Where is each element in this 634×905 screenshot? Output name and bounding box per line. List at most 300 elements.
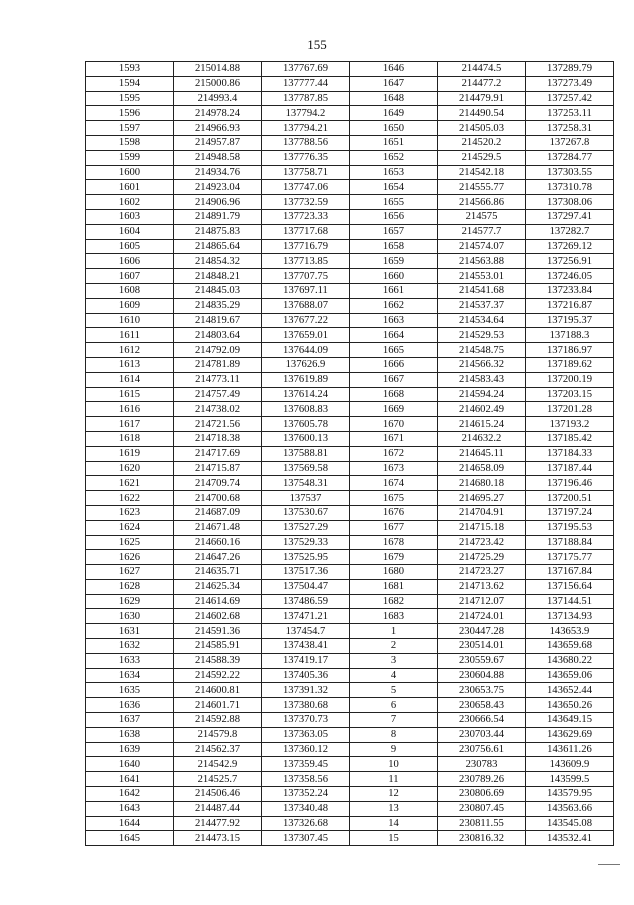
point-number-right: 12	[350, 787, 438, 802]
y-coordinate-left: 137530.67	[262, 505, 350, 520]
table-row	[86, 831, 614, 846]
y-coordinate-left: 137608.83	[262, 402, 350, 417]
point-number-right: 1677	[350, 520, 438, 535]
x-coordinate-right: 214715.18	[438, 520, 526, 535]
table-row	[86, 150, 614, 165]
y-coordinate-left: 137504.47	[262, 579, 350, 594]
x-coordinate-right: 230666.54	[438, 713, 526, 728]
y-coordinate-left: 137438.41	[262, 639, 350, 654]
y-coordinate-right: 137297.41	[526, 209, 614, 224]
y-coordinate-right: 143563.66	[526, 801, 614, 816]
point-number-right: 1675	[350, 491, 438, 506]
point-number-right: 1655	[350, 195, 438, 210]
y-coordinate-right: 137167.84	[526, 565, 614, 580]
table-row	[86, 565, 614, 580]
table-row	[86, 121, 614, 136]
x-coordinate-left: 214718.38	[174, 431, 262, 446]
point-number-left: 1632	[86, 639, 174, 654]
x-coordinate-right: 214577.7	[438, 224, 526, 239]
table-row	[86, 535, 614, 550]
table-row	[86, 594, 614, 609]
y-coordinate-right: 137308.06	[526, 195, 614, 210]
point-number-right: 1666	[350, 357, 438, 372]
x-coordinate-right: 214712.07	[438, 594, 526, 609]
table-row	[86, 91, 614, 106]
y-coordinate-left: 137517.36	[262, 565, 350, 580]
y-coordinate-right: 143650.26	[526, 698, 614, 713]
x-coordinate-left: 214721.56	[174, 417, 262, 432]
y-coordinate-left: 137527.29	[262, 520, 350, 535]
point-number-right: 1661	[350, 283, 438, 298]
x-coordinate-right: 214594.24	[438, 387, 526, 402]
y-coordinate-left: 137537	[262, 491, 350, 506]
point-number-left: 1621	[86, 476, 174, 491]
point-number-left: 1612	[86, 343, 174, 358]
point-number-right: 14	[350, 816, 438, 831]
y-coordinate-left: 137405.36	[262, 668, 350, 683]
point-number-right: 15	[350, 831, 438, 846]
table-row	[86, 402, 614, 417]
x-coordinate-left: 214525.7	[174, 772, 262, 787]
point-number-left: 1619	[86, 446, 174, 461]
point-number-left: 1613	[86, 357, 174, 372]
point-number-left: 1634	[86, 668, 174, 683]
table-row	[86, 461, 614, 476]
coordinates-table-body	[86, 62, 614, 846]
y-coordinate-right: 137203.15	[526, 387, 614, 402]
table-row	[86, 772, 614, 787]
point-number-left: 1593	[86, 62, 174, 77]
y-coordinate-right: 137303.55	[526, 165, 614, 180]
x-coordinate-right: 214542.18	[438, 165, 526, 180]
point-number-right: 1651	[350, 135, 438, 150]
table-row	[86, 446, 614, 461]
point-number-right: 1669	[350, 402, 438, 417]
coordinates-table	[85, 61, 614, 846]
table-row	[86, 76, 614, 91]
point-number-left: 1609	[86, 298, 174, 313]
x-coordinate-left: 214687.09	[174, 505, 262, 520]
x-coordinate-left: 214757.49	[174, 387, 262, 402]
x-coordinate-right: 214477.2	[438, 76, 526, 91]
x-coordinate-right: 214555.77	[438, 180, 526, 195]
point-number-left: 1614	[86, 372, 174, 387]
y-coordinate-right: 143579.95	[526, 787, 614, 802]
point-number-right: 1	[350, 624, 438, 639]
table-row	[86, 209, 614, 224]
x-coordinate-right: 214548.75	[438, 343, 526, 358]
point-number-left: 1617	[86, 417, 174, 432]
y-coordinate-right: 143659.06	[526, 668, 614, 683]
table-row	[86, 372, 614, 387]
point-number-left: 1596	[86, 106, 174, 121]
x-coordinate-right: 230789.26	[438, 772, 526, 787]
point-number-left: 1594	[86, 76, 174, 91]
point-number-right: 6	[350, 698, 438, 713]
point-number-left: 1607	[86, 269, 174, 284]
x-coordinate-right: 214723.27	[438, 565, 526, 580]
point-number-right: 1683	[350, 609, 438, 624]
x-coordinate-left: 214966.93	[174, 121, 262, 136]
x-coordinate-right: 214566.86	[438, 195, 526, 210]
point-number-right: 11	[350, 772, 438, 787]
x-coordinate-right: 230806.69	[438, 787, 526, 802]
table-row	[86, 62, 614, 77]
table-row	[86, 106, 614, 121]
point-number-right: 1654	[350, 180, 438, 195]
y-coordinate-right: 143653.9	[526, 624, 614, 639]
y-coordinate-right: 143629.69	[526, 727, 614, 742]
point-number-left: 1637	[86, 713, 174, 728]
y-coordinate-left: 137358.56	[262, 772, 350, 787]
point-number-right: 10	[350, 757, 438, 772]
point-number-right: 5	[350, 683, 438, 698]
point-number-left: 1640	[86, 757, 174, 772]
x-coordinate-right: 214563.88	[438, 254, 526, 269]
y-coordinate-right: 137186.97	[526, 343, 614, 358]
x-coordinate-left: 214477.92	[174, 816, 262, 831]
y-coordinate-right: 143532.41	[526, 831, 614, 846]
table-row	[86, 195, 614, 210]
x-coordinate-left: 214660.16	[174, 535, 262, 550]
y-coordinate-right: 143649.15	[526, 713, 614, 728]
x-coordinate-left: 214803.64	[174, 328, 262, 343]
point-number-right: 1650	[350, 121, 438, 136]
y-coordinate-left: 137352.24	[262, 787, 350, 802]
point-number-right: 1680	[350, 565, 438, 580]
x-coordinate-left: 214601.71	[174, 698, 262, 713]
table-row	[86, 431, 614, 446]
point-number-right: 1681	[350, 579, 438, 594]
table-row	[86, 727, 614, 742]
y-coordinate-right: 137282.7	[526, 224, 614, 239]
y-coordinate-right: 137256.91	[526, 254, 614, 269]
x-coordinate-left: 214588.39	[174, 653, 262, 668]
y-coordinate-left: 137307.45	[262, 831, 350, 846]
table-row	[86, 180, 614, 195]
point-number-right: 1672	[350, 446, 438, 461]
x-coordinate-right: 230756.61	[438, 742, 526, 757]
point-number-right: 1668	[350, 387, 438, 402]
point-number-right: 9	[350, 742, 438, 757]
y-coordinate-left: 137340.48	[262, 801, 350, 816]
y-coordinate-left: 137677.22	[262, 313, 350, 328]
y-coordinate-left: 137758.71	[262, 165, 350, 180]
x-coordinate-right: 214695.27	[438, 491, 526, 506]
point-number-left: 1602	[86, 195, 174, 210]
x-coordinate-left: 214591.36	[174, 624, 262, 639]
x-coordinate-right: 230604.88	[438, 668, 526, 683]
x-coordinate-left: 214835.29	[174, 298, 262, 313]
x-coordinate-right: 230447.28	[438, 624, 526, 639]
y-coordinate-left: 137787.85	[262, 91, 350, 106]
point-number-right: 1657	[350, 224, 438, 239]
y-coordinate-right: 137289.79	[526, 62, 614, 77]
y-coordinate-left: 137529.33	[262, 535, 350, 550]
table-row	[86, 816, 614, 831]
y-coordinate-left: 137732.59	[262, 195, 350, 210]
x-coordinate-right: 214723.42	[438, 535, 526, 550]
x-coordinate-right: 214713.62	[438, 579, 526, 594]
y-coordinate-right: 137188.84	[526, 535, 614, 550]
y-coordinate-right: 143609.9	[526, 757, 614, 772]
table-row	[86, 269, 614, 284]
x-coordinate-right: 214553.01	[438, 269, 526, 284]
point-number-right: 1663	[350, 313, 438, 328]
point-number-left: 1628	[86, 579, 174, 594]
y-coordinate-left: 137747.06	[262, 180, 350, 195]
table-row	[86, 668, 614, 683]
y-coordinate-left: 137600.13	[262, 431, 350, 446]
point-number-left: 1638	[86, 727, 174, 742]
x-coordinate-left: 214845.03	[174, 283, 262, 298]
table-row	[86, 491, 614, 506]
point-number-right: 1648	[350, 91, 438, 106]
point-number-right: 1674	[350, 476, 438, 491]
table-row	[86, 520, 614, 535]
x-coordinate-right: 214602.49	[438, 402, 526, 417]
x-coordinate-right: 214632.2	[438, 431, 526, 446]
point-number-right: 1647	[350, 76, 438, 91]
y-coordinate-left: 137767.69	[262, 62, 350, 77]
x-coordinate-right: 214529.5	[438, 150, 526, 165]
point-number-left: 1597	[86, 121, 174, 136]
x-coordinate-right: 230653.75	[438, 683, 526, 698]
x-coordinate-left: 214715.87	[174, 461, 262, 476]
y-coordinate-left: 137419.17	[262, 653, 350, 668]
x-coordinate-left: 214738.02	[174, 402, 262, 417]
point-number-right: 7	[350, 713, 438, 728]
x-coordinate-right: 214534.64	[438, 313, 526, 328]
table-row	[86, 757, 614, 772]
point-number-left: 1611	[86, 328, 174, 343]
table-row	[86, 254, 614, 269]
y-coordinate-right: 137197.24	[526, 505, 614, 520]
x-coordinate-left: 214773.11	[174, 372, 262, 387]
x-coordinate-left: 214700.68	[174, 491, 262, 506]
x-coordinate-left: 214848.21	[174, 269, 262, 284]
point-number-right: 1649	[350, 106, 438, 121]
point-number-right: 1665	[350, 343, 438, 358]
point-number-left: 1642	[86, 787, 174, 802]
x-coordinate-left: 214717.69	[174, 446, 262, 461]
x-coordinate-left: 214978.24	[174, 106, 262, 121]
y-coordinate-left: 137776.35	[262, 150, 350, 165]
table-row	[86, 609, 614, 624]
y-coordinate-right: 137310.78	[526, 180, 614, 195]
x-coordinate-right: 214615.24	[438, 417, 526, 432]
point-number-right: 1678	[350, 535, 438, 550]
y-coordinate-left: 137605.78	[262, 417, 350, 432]
point-number-right: 1660	[350, 269, 438, 284]
table-row	[86, 224, 614, 239]
y-coordinate-right: 137195.53	[526, 520, 614, 535]
point-number-right: 1656	[350, 209, 438, 224]
table-row	[86, 550, 614, 565]
x-coordinate-left: 214891.79	[174, 209, 262, 224]
x-coordinate-right: 214680.18	[438, 476, 526, 491]
table-row	[86, 742, 614, 757]
y-coordinate-left: 137370.73	[262, 713, 350, 728]
y-coordinate-left: 137525.95	[262, 550, 350, 565]
y-coordinate-right: 137200.19	[526, 372, 614, 387]
table-row	[86, 313, 614, 328]
y-coordinate-right: 143599.5	[526, 772, 614, 787]
y-coordinate-left: 137569.58	[262, 461, 350, 476]
point-number-right: 1653	[350, 165, 438, 180]
y-coordinate-right: 137187.44	[526, 461, 614, 476]
table-row	[86, 387, 614, 402]
y-coordinate-right: 137246.05	[526, 269, 614, 284]
x-coordinate-right: 214724.01	[438, 609, 526, 624]
x-coordinate-left: 214602.68	[174, 609, 262, 624]
x-coordinate-right: 214583.43	[438, 372, 526, 387]
y-coordinate-left: 137486.59	[262, 594, 350, 609]
point-number-right: 4	[350, 668, 438, 683]
page-number: 155	[307, 37, 327, 52]
y-coordinate-right: 137269.12	[526, 239, 614, 254]
point-number-right: 3	[350, 653, 438, 668]
x-coordinate-left: 214948.58	[174, 150, 262, 165]
table-row	[86, 505, 614, 520]
y-coordinate-left: 137716.79	[262, 239, 350, 254]
x-coordinate-right: 214575	[438, 209, 526, 224]
y-coordinate-left: 137326.68	[262, 816, 350, 831]
x-coordinate-left: 214592.22	[174, 668, 262, 683]
table-row	[86, 298, 614, 313]
y-coordinate-right: 137185.42	[526, 431, 614, 446]
point-number-left: 1633	[86, 653, 174, 668]
y-coordinate-left: 137454.7	[262, 624, 350, 639]
y-coordinate-left: 137360.12	[262, 742, 350, 757]
point-number-left: 1603	[86, 209, 174, 224]
y-coordinate-right: 137267.8	[526, 135, 614, 150]
point-number-left: 1598	[86, 135, 174, 150]
y-coordinate-left: 137688.07	[262, 298, 350, 313]
y-coordinate-left: 137794.21	[262, 121, 350, 136]
y-coordinate-left: 137788.56	[262, 135, 350, 150]
y-coordinate-right: 137284.77	[526, 150, 614, 165]
y-coordinate-right: 137253.11	[526, 106, 614, 121]
x-coordinate-left: 214906.96	[174, 195, 262, 210]
point-number-right: 1646	[350, 62, 438, 77]
table-row	[86, 343, 614, 358]
y-coordinate-right: 137189.62	[526, 357, 614, 372]
y-coordinate-right: 137201.28	[526, 402, 614, 417]
point-number-left: 1624	[86, 520, 174, 535]
point-number-left: 1630	[86, 609, 174, 624]
y-coordinate-right: 143545.08	[526, 816, 614, 831]
x-coordinate-left: 214473.15	[174, 831, 262, 846]
x-coordinate-right: 230703.44	[438, 727, 526, 742]
x-coordinate-left: 214854.32	[174, 254, 262, 269]
table-row	[86, 328, 614, 343]
y-coordinate-left: 137697.11	[262, 283, 350, 298]
point-number-right: 1682	[350, 594, 438, 609]
table-row	[86, 357, 614, 372]
y-coordinate-left: 137619.89	[262, 372, 350, 387]
point-number-left: 1627	[86, 565, 174, 580]
point-number-left: 1599	[86, 150, 174, 165]
y-coordinate-right: 137184.33	[526, 446, 614, 461]
point-number-left: 1608	[86, 283, 174, 298]
point-number-left: 1631	[86, 624, 174, 639]
table-row	[86, 417, 614, 432]
point-number-left: 1636	[86, 698, 174, 713]
y-coordinate-left: 137626.9	[262, 357, 350, 372]
y-coordinate-right: 137188.3	[526, 328, 614, 343]
y-coordinate-right: 137233.84	[526, 283, 614, 298]
x-coordinate-left: 214579.8	[174, 727, 262, 742]
x-coordinate-left: 214671.48	[174, 520, 262, 535]
y-coordinate-right: 143611.26	[526, 742, 614, 757]
y-coordinate-right: 137257.42	[526, 91, 614, 106]
point-number-left: 1623	[86, 505, 174, 520]
x-coordinate-right: 214704.91	[438, 505, 526, 520]
y-coordinate-right: 137175.77	[526, 550, 614, 565]
point-number-left: 1615	[86, 387, 174, 402]
x-coordinate-left: 214585.91	[174, 639, 262, 654]
x-coordinate-left: 214542.9	[174, 757, 262, 772]
y-coordinate-left: 137471.21	[262, 609, 350, 624]
x-coordinate-left: 215000.86	[174, 76, 262, 91]
y-coordinate-left: 137588.81	[262, 446, 350, 461]
point-number-left: 1644	[86, 816, 174, 831]
x-coordinate-right: 230807.45	[438, 801, 526, 816]
y-coordinate-right: 137193.2	[526, 417, 614, 432]
x-coordinate-right: 230514.01	[438, 639, 526, 654]
y-coordinate-left: 137723.33	[262, 209, 350, 224]
table-row	[86, 624, 614, 639]
point-number-right: 1670	[350, 417, 438, 432]
x-coordinate-left: 214934.76	[174, 165, 262, 180]
point-number-right: 1673	[350, 461, 438, 476]
point-number-left: 1605	[86, 239, 174, 254]
x-coordinate-left: 214625.34	[174, 579, 262, 594]
x-coordinate-right: 214479.91	[438, 91, 526, 106]
x-coordinate-left: 214487.44	[174, 801, 262, 816]
x-coordinate-right: 214658.09	[438, 461, 526, 476]
point-number-right: 1658	[350, 239, 438, 254]
point-number-right: 1662	[350, 298, 438, 313]
y-coordinate-left: 137659.01	[262, 328, 350, 343]
y-coordinate-left: 137717.68	[262, 224, 350, 239]
x-coordinate-left: 214993.4	[174, 91, 262, 106]
y-coordinate-left: 137548.31	[262, 476, 350, 491]
y-coordinate-right: 137273.49	[526, 76, 614, 91]
y-coordinate-right: 137196.46	[526, 476, 614, 491]
x-coordinate-left: 214592.88	[174, 713, 262, 728]
point-number-left: 1639	[86, 742, 174, 757]
point-number-right: 2	[350, 639, 438, 654]
point-number-right: 1667	[350, 372, 438, 387]
y-coordinate-right: 137134.93	[526, 609, 614, 624]
point-number-left: 1643	[86, 801, 174, 816]
table-row	[86, 639, 614, 654]
point-number-right: 1664	[350, 328, 438, 343]
point-number-left: 1595	[86, 91, 174, 106]
table-row	[86, 653, 614, 668]
point-number-left: 1606	[86, 254, 174, 269]
x-coordinate-left: 214781.89	[174, 357, 262, 372]
point-number-right: 1671	[350, 431, 438, 446]
x-coordinate-right: 214505.03	[438, 121, 526, 136]
x-coordinate-right: 230783	[438, 757, 526, 772]
x-coordinate-left: 214709.74	[174, 476, 262, 491]
x-coordinate-left: 214923.04	[174, 180, 262, 195]
y-coordinate-right: 143652.44	[526, 683, 614, 698]
y-coordinate-left: 137363.05	[262, 727, 350, 742]
